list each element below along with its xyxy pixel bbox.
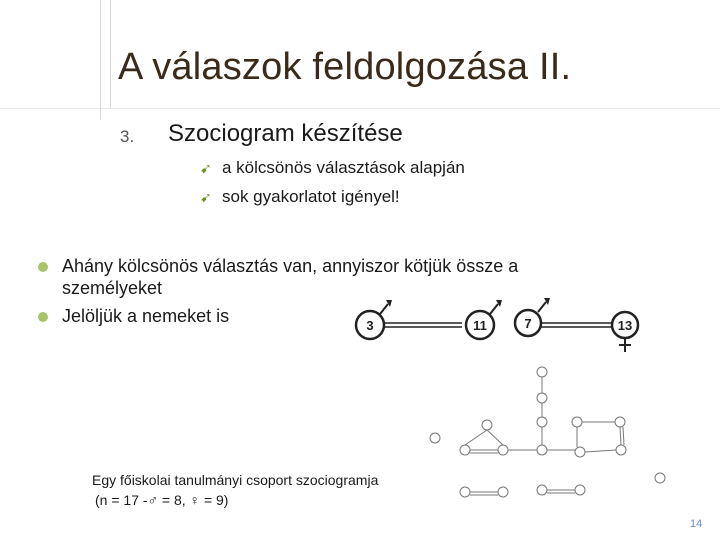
bullet-dot-icon xyxy=(38,312,48,322)
node-label: 3 xyxy=(366,318,374,333)
arrow-bullet-icon: ➹ xyxy=(200,189,212,205)
node-label: 13 xyxy=(617,318,633,333)
decorative-line xyxy=(110,0,111,108)
bullet-text: Ahány kölcsönös választás van, annyiszor kötjük össze a xyxy=(62,256,519,276)
node-label: 11 xyxy=(473,318,487,333)
arrow-bullet-icon: ➹ xyxy=(200,160,212,176)
figure-caption-line2: (n = 17 -♂ = 8, ♀ = 9) xyxy=(95,492,229,508)
mutual-choice-diagram xyxy=(340,290,660,360)
bullet-text: Jelöljük a nemeket is xyxy=(62,306,230,326)
figure-caption-line1: Egy főiskolai tanulmányi csoport szociogramja xyxy=(92,472,379,488)
subbullet-1 xyxy=(200,158,465,178)
item-number: 3. xyxy=(120,127,135,146)
subbullet-text: sok gyakorlatot igényel! xyxy=(222,187,400,206)
male-symbol-icon xyxy=(490,304,498,314)
subbullet-2 xyxy=(200,187,400,207)
page-number: 14 xyxy=(690,518,703,530)
node-label: 7 xyxy=(524,316,532,331)
bullet-text: személyeket xyxy=(62,278,163,298)
bullet-dot-icon xyxy=(38,262,48,272)
item-heading: Szociogram készítése xyxy=(168,120,403,147)
male-symbol-icon xyxy=(380,304,388,314)
decorative-line xyxy=(0,108,720,109)
slide-title: A válaszok feldolgozása II. xyxy=(118,46,572,88)
male-symbol-icon xyxy=(538,302,546,312)
sociogram-illustration xyxy=(425,360,675,510)
decorative-line xyxy=(100,0,101,120)
subbullet-text: a kölcsönös választások alapján xyxy=(222,158,465,177)
